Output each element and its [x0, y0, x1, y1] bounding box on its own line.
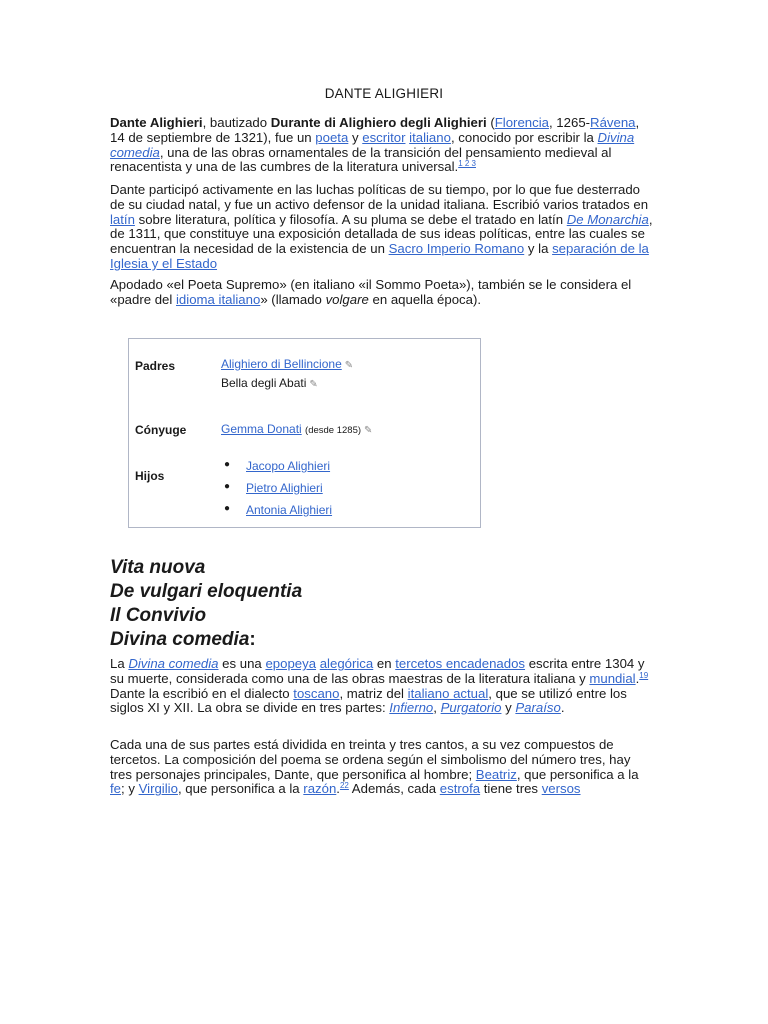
link-tercetos[interactable]: tercetos encadenados [395, 656, 526, 671]
text: La [110, 656, 129, 671]
link-infierno[interactable]: Infierno [389, 700, 434, 716]
link-latin[interactable]: latín [110, 211, 135, 227]
divina-paragraph: La Divina comedia es una epopeya alegórica en tercetos encadenados escrita entre 1304 y su muerte, considerada como una de las obras maestras de la literatura italiana y mundial.$^{19}$ Dante la escribió en el dialecto toscano, matriz del italiano actual, que se utilizó entre los siglos XI y XII. La obra se divide en tres partes: Infierno, Purgatorio y Paraíso. [110, 656, 649, 716]
text: ; y [121, 781, 139, 797]
text: , bautizado [202, 115, 271, 130]
link-florencia[interactable]: Florencia [494, 115, 549, 130]
link-hijo[interactable]: Antonia Alighieri [246, 503, 333, 517]
text: , 14 de septiembre de 1321), fue un [110, 115, 640, 145]
text: y [348, 129, 363, 145]
link-idioma-italiano[interactable]: idioma italiano [176, 291, 261, 307]
politics-paragraph [110, 183, 655, 272]
pencil-icon[interactable]: ✎ [344, 360, 354, 371]
infobox [128, 338, 481, 528]
text: , conocido por escribir la [450, 129, 598, 145]
nickname-paragraph [110, 278, 655, 308]
bullet-icon: ● [224, 503, 231, 514]
list-item [224, 459, 331, 473]
conyuge-since: (desde 1285) [305, 425, 362, 436]
text: . [560, 700, 565, 716]
bullet-icon: ● [224, 481, 231, 492]
text: Además, cada [348, 781, 440, 797]
list-item [224, 503, 333, 517]
text: es una [218, 656, 266, 671]
reference-19[interactable]: 19 [639, 670, 649, 680]
text: ( [486, 115, 495, 130]
reference-22[interactable]: 22 [339, 781, 349, 791]
madre-value [221, 376, 318, 390]
work-title-line [110, 628, 302, 652]
link-virgilio[interactable]: Virgilio [138, 781, 178, 797]
link-estrofa[interactable]: estrofa [439, 781, 481, 797]
text: , una de las obras ornamentales de la transición del pensamiento medieval al renacentista y una de las cumbres de la literatura universal. [110, 144, 612, 175]
text: escrita entre 1304 y su muerte, considerada como una de las obras maestras de la literatura italiana y [110, 656, 645, 686]
text: Apodado «el Poeta Supremo» (en italiano «il Sommo Poeta»), también se le considera el «padre del [110, 277, 632, 307]
text: » (llamado [260, 291, 326, 307]
link-mundial[interactable]: mundial [589, 670, 636, 686]
bullet-icon: ● [224, 459, 231, 470]
text: tiene tres [480, 781, 542, 797]
link-ravena[interactable]: Rávena [590, 115, 636, 130]
pencil-icon[interactable]: ✎ [364, 425, 373, 436]
text: Dante la escribió en el dialecto [110, 685, 294, 701]
link-versos[interactable]: versos [541, 781, 581, 797]
text: en [373, 656, 396, 671]
list-item [224, 481, 323, 495]
text: y [501, 700, 516, 716]
text: Cada una de sus partes está dividida en treinta y tres cantos, a su vez compuestos de tercetos. La composición del poema se ordena según el simbolismo del número tres, hay tres personajes principales, Dante, que personifica al hombre; [110, 737, 631, 782]
link-fe[interactable]: fe [110, 781, 121, 797]
text: , que personifica a la [516, 766, 639, 782]
work-title: De vulgari eloquentia [110, 581, 303, 602]
pencil-icon[interactable]: ✎ [309, 379, 318, 390]
work-title: Vita nuova [110, 557, 206, 578]
intro-paragraph [110, 116, 655, 175]
link-hijo[interactable]: Pietro Alighieri [246, 481, 323, 495]
hijos-label: Hijos [135, 469, 165, 483]
padres-label: Padres [135, 359, 176, 373]
padre-value [221, 357, 353, 371]
link-purgatorio[interactable]: Purgatorio [440, 700, 502, 716]
work-suffix: : [249, 629, 256, 650]
text: , [433, 700, 441, 716]
link-razon[interactable]: razón [303, 781, 337, 797]
structure-paragraph: Cada una de sus partes está dividida en treinta y tres cantos, a su vez compuestos de tercetos. La composición del poema se ordena según el simbolismo del número tres, hay tres personajes principales, Dante, que personifica al hombre; Beatriz, que personifica a la fe; y Virgilio, que personifica a la razón.$^{22}$ Además, cada estrofa tiene tres versos [110, 737, 639, 797]
conyuge-label: Cónyuge [135, 423, 187, 437]
link-epopeya[interactable]: epopeya [265, 656, 317, 671]
work-title: Il Convivio [110, 605, 207, 626]
link-escritor[interactable]: escritor [362, 129, 406, 145]
link-sacro-imperio[interactable]: Sacro Imperio Romano [388, 241, 525, 257]
madre-name: Bella degli Abati [221, 376, 307, 390]
work-title: Divina comedia [110, 629, 250, 650]
text: en aquella época). [368, 291, 482, 307]
link-hijo[interactable]: Jacopo Alighieri [246, 459, 331, 473]
link-toscano[interactable]: toscano [293, 685, 340, 701]
text: , 1265- [548, 115, 591, 130]
text: y la [524, 241, 553, 257]
link-alegorica[interactable]: alegórica [319, 656, 374, 671]
text: Dante participó activamente en las luchas políticas de su tiempo, por lo que fue desterrado de su ciudad natal, y fue un activo defensor de la unidad italiana. Escribió varios tratados en [110, 182, 649, 212]
link-poeta[interactable]: poeta [315, 129, 349, 145]
text: , de 1311, que constituye una exposición detallada de sus ideas políticas, entre las cuales se encuentran la necesidad de la existencia de un [110, 211, 653, 257]
link-italiano[interactable]: italiano [409, 129, 451, 145]
name-bold: Dante Alighieri [110, 115, 203, 130]
link-italiano-actual[interactable]: italiano actual [407, 685, 489, 701]
link-paraiso[interactable]: Paraíso [515, 700, 561, 716]
page-title: DANTE ALIGHIERI [324, 86, 444, 101]
text: sobre literatura, política y filosofía. A su pluma se debe el tratado en latín [134, 211, 567, 227]
link-divina-comedia[interactable]: Divina comedia [128, 656, 219, 671]
link-conyuge[interactable]: Gemma Donati [221, 422, 302, 436]
volgare-italic: volgare [325, 291, 369, 307]
birth-name-bold: Durante di Alighiero degli Alighieri [270, 115, 487, 130]
link-padre[interactable]: Alighiero di Bellincione [221, 357, 342, 371]
link-de-monarchia[interactable]: De Monarchia [566, 211, 649, 227]
link-beatriz[interactable]: Beatriz [475, 766, 517, 782]
link-divina-comedia[interactable]: Divina comedia [110, 129, 635, 160]
works-list [110, 556, 302, 652]
conyuge-value [221, 422, 372, 436]
link-separacion[interactable]: separación de la Iglesia y el Estado [110, 241, 649, 271]
text: , matriz del [339, 685, 408, 701]
text: , que se utilizó entre los siglos XI y XII. La obra se divide en tres partes: [110, 685, 627, 716]
reference-123[interactable]: 1 2 3 [458, 159, 476, 169]
text: , que personifica a la [177, 781, 304, 797]
